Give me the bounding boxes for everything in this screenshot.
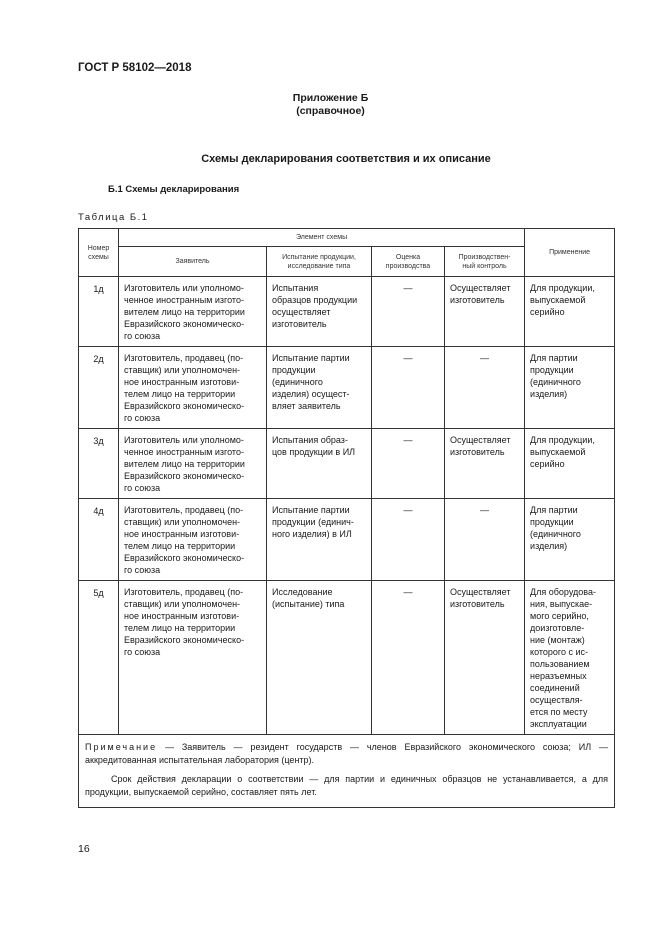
assessment-cell: — <box>372 581 445 735</box>
annex-title: Приложение Б <box>292 92 369 104</box>
application-cell: Для партии продукции (единичного изделия) <box>525 347 615 429</box>
header-scheme-number: Номер схемы <box>79 229 119 277</box>
header-testing: Испытание продукции, исследование типа <box>267 247 372 277</box>
control-cell: — <box>445 499 525 581</box>
applicant-cell: Изготовитель, продавец (по- ставщик) или уполномочен- ное иностранным изготови- телем лицо на территории Евразийского экономическо- го союза <box>119 499 267 581</box>
header-application: Применение <box>525 229 615 277</box>
testing-cell: Испытания образ- цов продукции в ИЛ <box>267 429 372 499</box>
section-title: Схемы декларирования соответствия и их описание <box>201 153 491 165</box>
table-row <box>79 347 615 429</box>
document-code: ГОСТ Р 58102—2018 <box>78 62 192 74</box>
control-cell: — <box>445 347 525 429</box>
applicant-cell: Изготовитель или уполномо- ченное иностранным изгото- вителем лицо на территории Евразийского экономическо- го союза <box>119 429 267 499</box>
schemes-table <box>78 228 615 808</box>
application-cell: Для партии продукции (единичного изделия) <box>525 499 615 581</box>
assessment-cell: — <box>372 277 445 347</box>
application-cell: Для оборудова- ния, выпускае- мого серийно, доизготовле- ние (монтаж) которого с ис- пользованием неразъемных соединений осуществля- ется по месту эксплуатации <box>525 581 615 735</box>
annex-heading <box>0 92 661 118</box>
applicant-cell: Изготовитель, продавец (по- ставщик) или уполномочен- ное иностранным изготови- телем лицо на территории Евразийского экономическо- го союза <box>119 581 267 735</box>
testing-cell: Испытание партии продукции (единичного изделия) осущест- вляет заявитель <box>267 347 372 429</box>
scheme-number-cell: 1д <box>79 277 119 347</box>
applicant-cell: Изготовитель или уполномо- ченное иностранным изгото- вителем лицо на территории Евразийского экономическо- го союза <box>119 277 267 347</box>
table-note <box>79 735 615 808</box>
header-assessment: Оценка производства <box>372 247 445 277</box>
application-cell: Для продукции, выпускаемой серийно <box>525 429 615 499</box>
control-cell: Осуществляет изготовитель <box>445 277 525 347</box>
testing-cell: Испытания образцов продукции осуществляет изготовитель <box>267 277 372 347</box>
control-cell: Осуществляет изготовитель <box>445 429 525 499</box>
assessment-cell: — <box>372 429 445 499</box>
scheme-number-cell: 2д <box>79 347 119 429</box>
applicant-cell: Изготовитель, продавец (по- ставщик) или уполномочен- ное иностранным изготови- телем лицо на территории Евразийского экономическо- го союза <box>119 347 267 429</box>
table-row <box>79 429 615 499</box>
table-caption: Таблица Б.1 <box>78 212 149 223</box>
assessment-cell: — <box>372 499 445 581</box>
page-number: 16 <box>78 843 90 855</box>
table-row <box>79 499 615 581</box>
control-cell: Осуществляет изготовитель <box>445 581 525 735</box>
table-note-row <box>79 735 615 808</box>
header-scheme-element: Элемент схемы <box>119 229 525 247</box>
assessment-cell: — <box>372 347 445 429</box>
header-applicant: Заявитель <box>119 247 267 277</box>
table-row <box>79 581 615 735</box>
subsection-title: Б.1 Схемы декларирования <box>108 184 240 195</box>
table-row <box>79 277 615 347</box>
scheme-number-cell: 5д <box>79 581 119 735</box>
validity-paragraph: Срок действия декларации о соответствии — для партии и единичных образцов не устанавливается, а для продукции, выпускаемой серийно, составляет пять лет. <box>85 774 609 797</box>
scheme-number-cell: 3д <box>79 429 119 499</box>
note-text: — Заявитель — резидент государств — членов Евразийского экономического союза; ИЛ — аккредитованная испытательная лаборатория (центр). <box>85 742 609 765</box>
note-label: Примечание <box>85 742 158 752</box>
annex-subtitle: (справочное) <box>296 105 365 117</box>
testing-cell: Исследование (испытание) типа <box>267 581 372 735</box>
scheme-number-cell: 4д <box>79 499 119 581</box>
header-production-control: Производствен- ный контроль <box>445 247 525 277</box>
note-paragraph <box>85 741 608 767</box>
testing-cell: Испытание партии продукции (единич- ного изделия) в ИЛ <box>267 499 372 581</box>
application-cell: Для продукции, выпускаемой серийно <box>525 277 615 347</box>
